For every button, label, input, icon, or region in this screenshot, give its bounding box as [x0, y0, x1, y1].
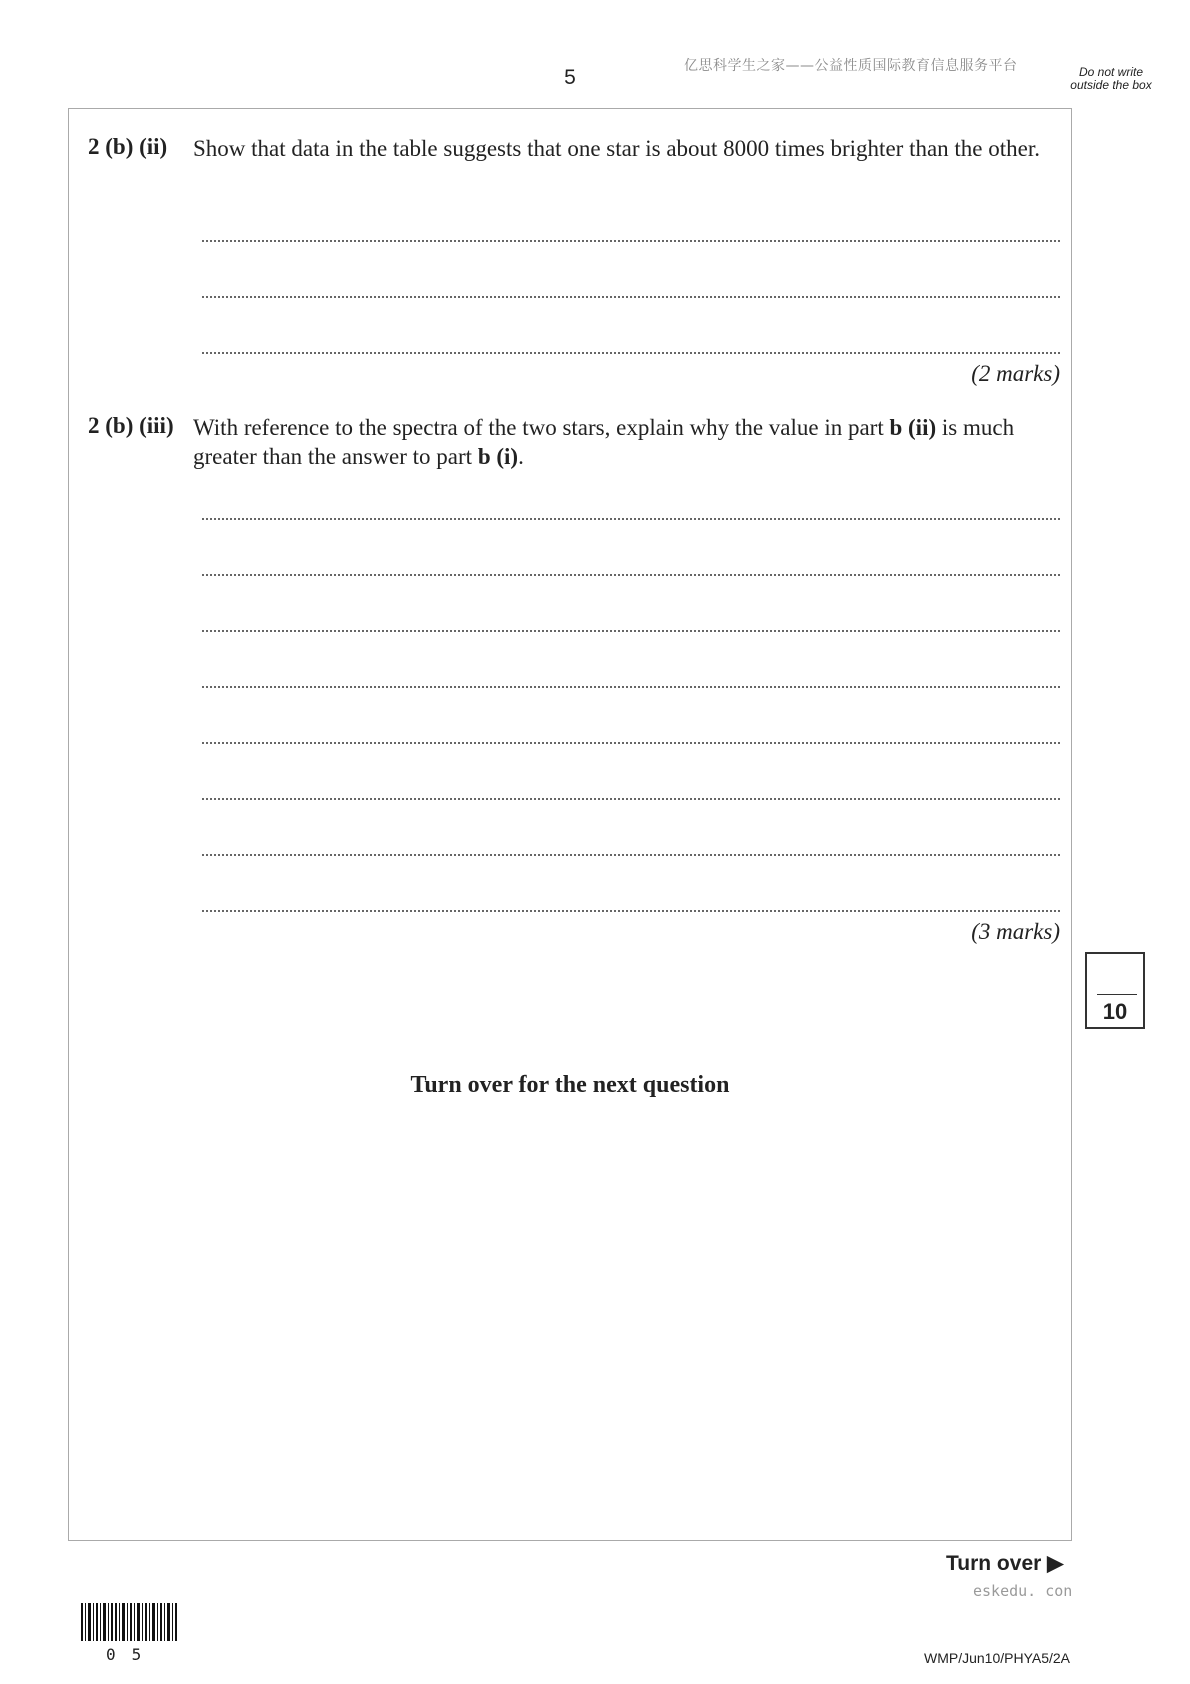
answer-line[interactable]	[202, 630, 1060, 632]
site-watermark: eskedu. con	[973, 1582, 1073, 1600]
watermark-text: 亿思科学生之家——公益性质国际教育信息服务平台	[684, 58, 1018, 74]
paper-reference: WMP/Jun10/PHYA5/2A	[924, 1650, 1071, 1666]
question-text	[193, 134, 1053, 163]
answer-line[interactable]	[202, 240, 1060, 242]
question-text	[193, 413, 1053, 471]
answer-line[interactable]	[202, 352, 1060, 354]
answer-box-border	[68, 108, 1072, 1541]
answer-line[interactable]	[202, 798, 1060, 800]
score-value: 10	[1102, 999, 1128, 1024]
score-box	[1085, 952, 1145, 1029]
answer-line[interactable]	[202, 686, 1060, 688]
margin-note: Do not write outside the box	[1070, 65, 1152, 92]
barcode-icon	[81, 1603, 177, 1641]
answer-line[interactable]	[202, 910, 1060, 912]
marks-label: (2 marks)	[971, 361, 1060, 386]
marks-label: (3 marks)	[971, 919, 1060, 944]
question-text-fragment: Show that data in the table suggests that one star is about 8000 times brighter than the other.	[193, 136, 1041, 161]
answer-line[interactable]	[202, 742, 1060, 744]
barcode-number: 05	[106, 1645, 158, 1664]
answer-line[interactable]	[202, 296, 1060, 298]
answer-line[interactable]	[202, 854, 1060, 856]
question-text-fragment: .	[518, 444, 524, 469]
turn-over-label: Turn over ▶	[946, 1552, 1064, 1575]
answer-line[interactable]	[202, 518, 1060, 520]
question-text-fragment: With reference to the spectra of the two stars, explain why the value in part	[193, 415, 890, 440]
question-number: 2 (b) (iii)	[88, 413, 174, 438]
score-divider	[1097, 994, 1137, 995]
turn-over-next-question: Turn over for the next question	[410, 1072, 730, 1098]
question-number: 2 (b) (ii)	[88, 134, 168, 159]
page-number: 5	[564, 66, 576, 89]
answer-line[interactable]	[202, 574, 1060, 576]
part-reference: b (ii)	[889, 415, 937, 440]
part-reference: b (i)	[477, 444, 519, 469]
question-text-fragment: is much greater than the answer to part	[193, 415, 1015, 469]
